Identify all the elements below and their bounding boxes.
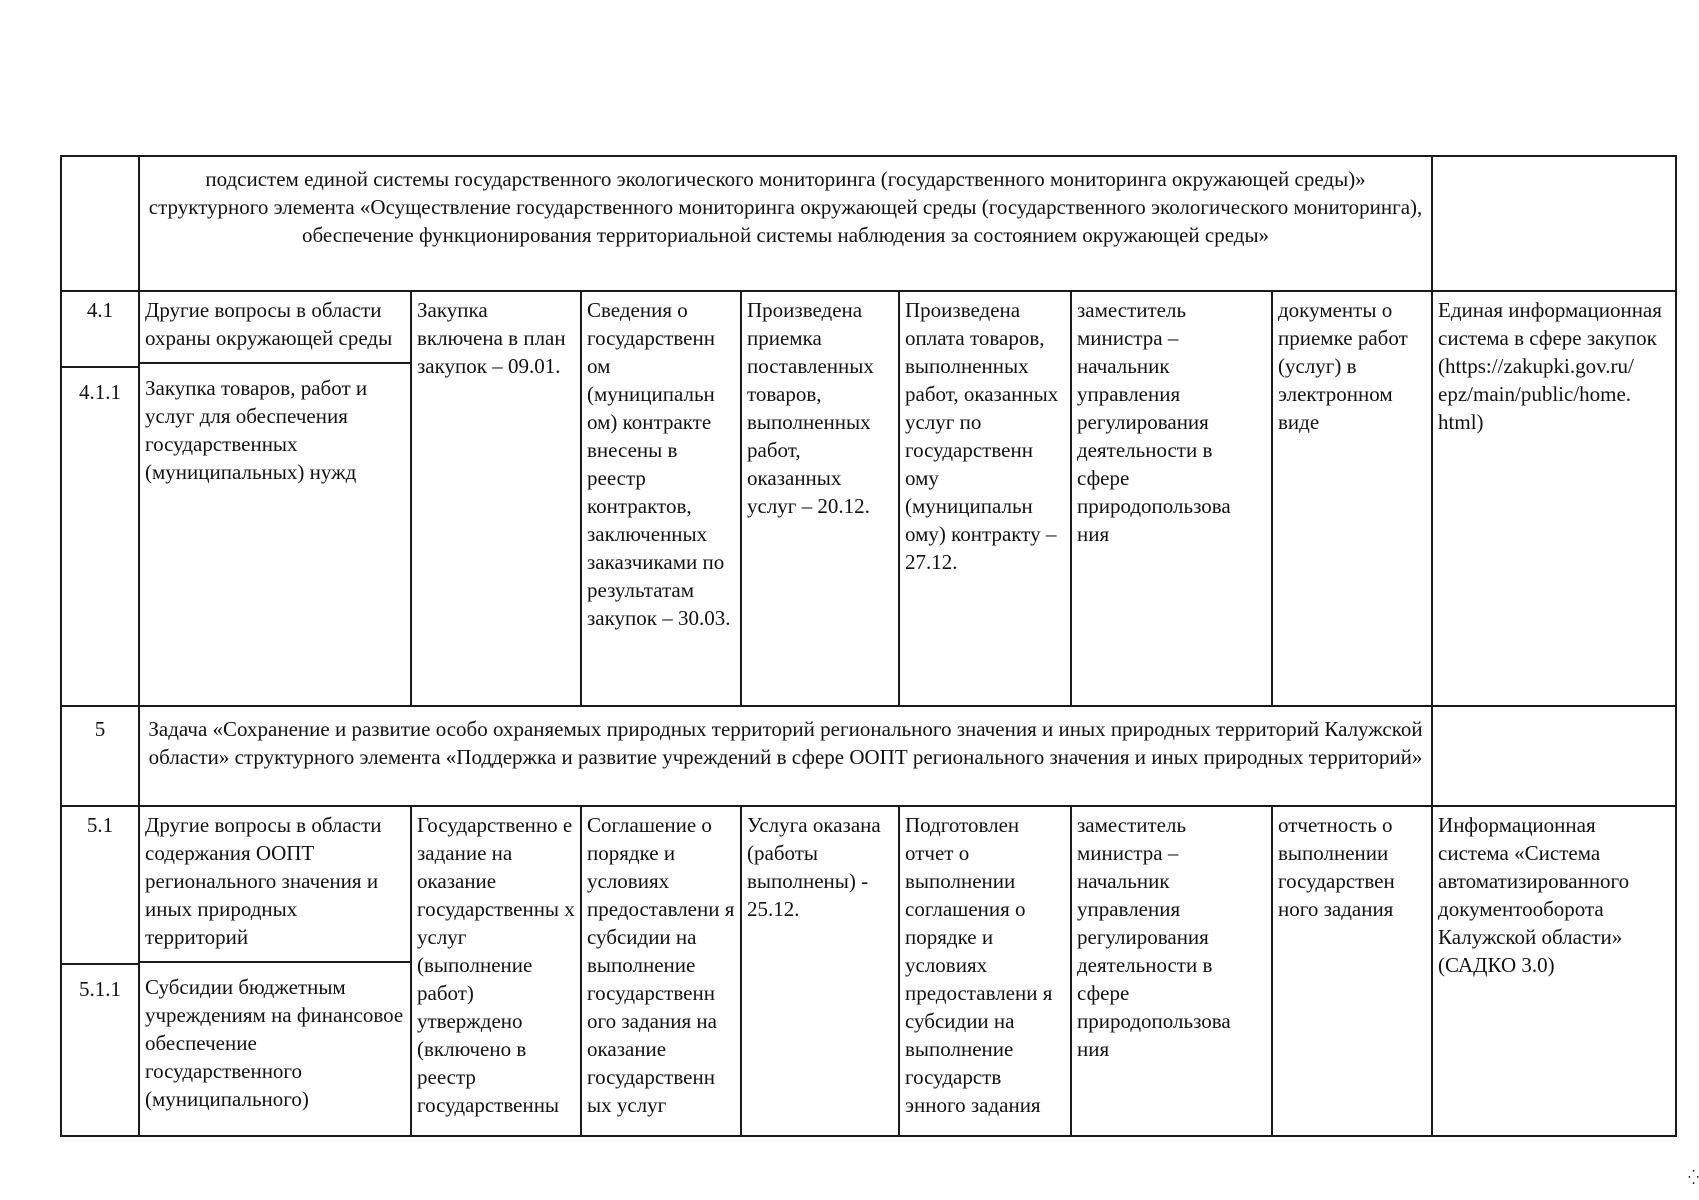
control-point-1: Государственно е задание на оказание государственны х услуг (выполнение работ) утверждено (включено в реестр государственны (411, 806, 581, 1136)
activity-name-cell (139, 291, 411, 706)
row-number-4-1-1: 4.1.1 (79, 380, 121, 404)
control-point-2: Сведения о государственн ом (муниципальн ом) контракте внесены в реестр контрактов, заключенных заказчиками по результатам закупок – 30.03. (581, 291, 741, 706)
band-last-cell (1432, 706, 1676, 806)
activity-name-5-1: Другие вопросы в области содержания ООПТ регионального значения и иных природных территорий (145, 813, 382, 949)
information-system: Единая информационная система в сфере закупок (https://zakupki.gov.ru/ epz/main/public/home. html) (1432, 291, 1676, 706)
control-point-1: Закупка включена в план закупок – 09.01. (411, 291, 581, 706)
row-number-5: 5 (61, 706, 139, 806)
row-number-cell (61, 291, 139, 706)
control-point-3: Произведена приемка поставленных товаров, выполненных работ, оказанных услуг – 20.12. (741, 291, 899, 706)
activity-name-5-1-1: Субсидии бюджетным учреждениям на финансовое обеспечение государственного (муниципального) (145, 975, 404, 1111)
band-last-cell (1432, 156, 1676, 291)
control-point-4: Произведена оплата товаров, выполненных работ, оказанных услуг по государственн ому (муниципальн ому) контракту – 27.12. (899, 291, 1071, 706)
band-title: Задача «Сохранение и развитие особо охраняемых природных территорий регионального значения и иных природных территорий Калужской области» структурного элемента «Поддержка и развитие учреждений в сфере ООПТ регионального значения и иных природных территорий» (139, 706, 1432, 806)
row-number-5-1: 5.1 (86, 813, 114, 837)
control-point-3: Услуга оказана (работы выполнены) - 25.12. (741, 806, 899, 1136)
table-row-band-5 (61, 706, 1676, 806)
responsible-person: заместитель министра – начальник управления регулирования деятельности в сфере природопользова ния (1071, 291, 1272, 706)
sub-row-divider (62, 963, 138, 965)
table-row-5-1 (61, 806, 1676, 1136)
activity-name-cell (139, 806, 411, 1136)
sub-row-divider (140, 961, 410, 963)
sub-row-divider (140, 362, 410, 364)
control-point-4: Подготовлен отчет о выполнении соглашения о порядке и условиях предоставлени я субсидии на выполнение государств энного задания (899, 806, 1071, 1136)
confirming-document: отчетность о выполнении государствен ного задания (1272, 806, 1432, 1136)
activity-name-4-1: Другие вопросы в области охраны окружающей среды (145, 298, 393, 350)
row-number-4-1: 4.1 (86, 298, 114, 322)
information-system: Информационная система «Система автоматизированного документооборота Калужской области» (САДКО 3.0) (1432, 806, 1676, 1136)
table-row-4-1 (61, 291, 1676, 706)
row-number-5-1-1: 5.1.1 (79, 977, 121, 1001)
activity-name-4-1-1: Закупка товаров, работ и услуг для обеспечения государственных (муниципальных) нужд (145, 376, 368, 484)
band-title: подсистем единой системы государственного экологического мониторинга (государственного мониторинга окружающей среды)» структурного элемента «Осуществление государственного мониторинга окружающей среды (государственного экологического мониторинга), обеспечение функционирования территориальной системы наблюдения за состоянием окружающей среды» (139, 156, 1432, 291)
scan-corner-mark: ⁛ (1688, 1171, 1699, 1186)
sub-row-divider (62, 366, 138, 368)
plan-table (60, 155, 1677, 1137)
table-row-band-continuation (61, 156, 1676, 291)
responsible-person: заместитель министра – начальник управления регулирования деятельности в сфере природопользова ния (1071, 806, 1272, 1136)
row-number (61, 156, 139, 291)
confirming-document: документы о приемке работ (услуг) в электронном виде (1272, 291, 1432, 706)
control-point-2: Соглашение о порядке и условиях предоставлени я субсидии на выполнение государственн ого задания на оказание государственн ых услуг (581, 806, 741, 1136)
row-number-cell (61, 806, 139, 1136)
